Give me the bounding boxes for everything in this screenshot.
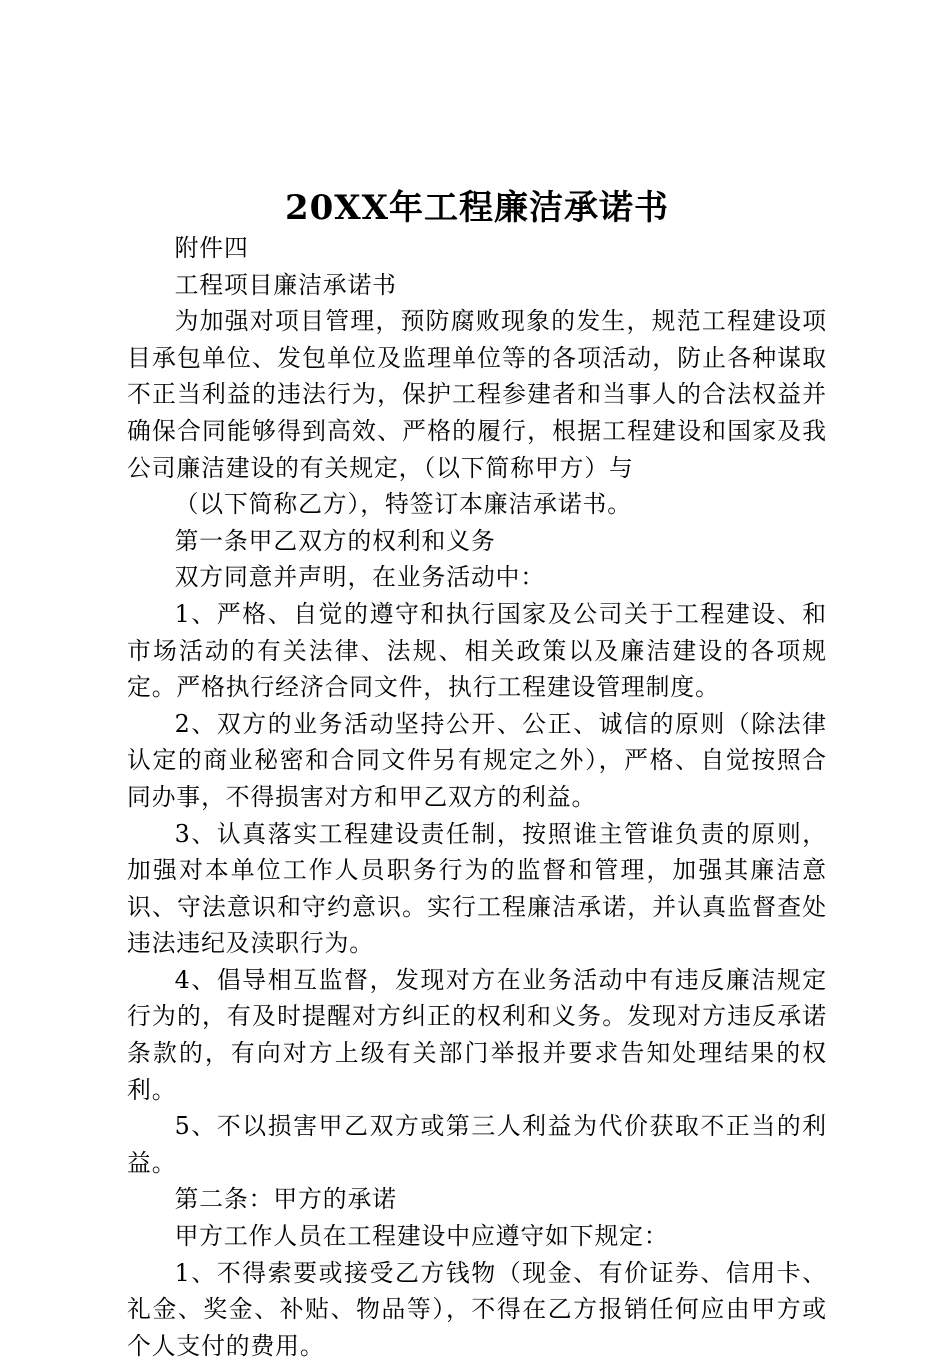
paragraph: 2、双方的业务活动坚持公开、公正、诚信的原则（除法律认定的商业秘密和合同文件另有规定之外），严格、自觉按照合同办事，不得损害对方和甲乙双方的利益。: [127, 709, 827, 811]
paragraph: 第一条甲乙双方的权利和义务: [174, 526, 496, 555]
document-body: [127, 230, 827, 1364]
paragraph: 4、倡导相互监督，发现对方在业务活动中有违反廉洁规定行为的，有及时提醒对方纠正的权利和义务。发现对方违反承诺条款的，有向对方上级有关部门举报并要求告知处理结果的权利。: [127, 965, 827, 1104]
paragraph: 双方同意并声明，在业务活动中：: [174, 563, 546, 592]
paragraph: 5、不以损害甲乙双方或第三人利益为代价获取不正当的利益。: [127, 1112, 827, 1177]
paragraph: 第二条：甲方的承诺: [174, 1185, 397, 1214]
paragraph: 3、认真落实工程建设责任制，按照谁主管谁负责的原则，加强对本单位工作人员职务行为的监督和管理，加强其廉洁意识、守法意识和守约意识。实行工程廉洁承诺，并认真监督查处违法违纪及渎职行为。: [127, 819, 827, 958]
document-title: 20XX年工程廉洁承诺书: [284, 188, 670, 228]
paragraph: 工程项目廉洁承诺书: [174, 270, 397, 299]
paragraph: 附件四: [174, 234, 249, 262]
paragraph: 甲方工作人员在工程建设中应遵守如下规定：: [174, 1222, 669, 1251]
paragraph: 1、不得索要或接受乙方钱物（现金、有价证券、信用卡、礼金、奖金、补贴、物品等），不得在乙方报销任何应由甲方或个人支付的费用。: [127, 1258, 827, 1360]
paragraph: 1、严格、自觉的遵守和执行国家及公司关于工程建设、和市场活动的有关法律、法规、相关政策以及廉洁建设的各项规定。严格执行经济合同文件，执行工程建设管理制度。: [127, 599, 827, 702]
paragraph: 为加强对项目管理，预防腐败现象的发生，规范工程建设项目承包单位、发包单位及监理单位等的各项活动，防止各种谋取不正当利益的违法行为，保护工程参建者和当事人的合法权益并确保合同能够得到高效、严格的履行，根据工程建设和国家及我公司廉洁建设的有关规定，（以下简称甲方）与: [127, 307, 827, 482]
paragraph: （以下简称乙方），特签订本廉洁承诺书。: [174, 490, 632, 519]
